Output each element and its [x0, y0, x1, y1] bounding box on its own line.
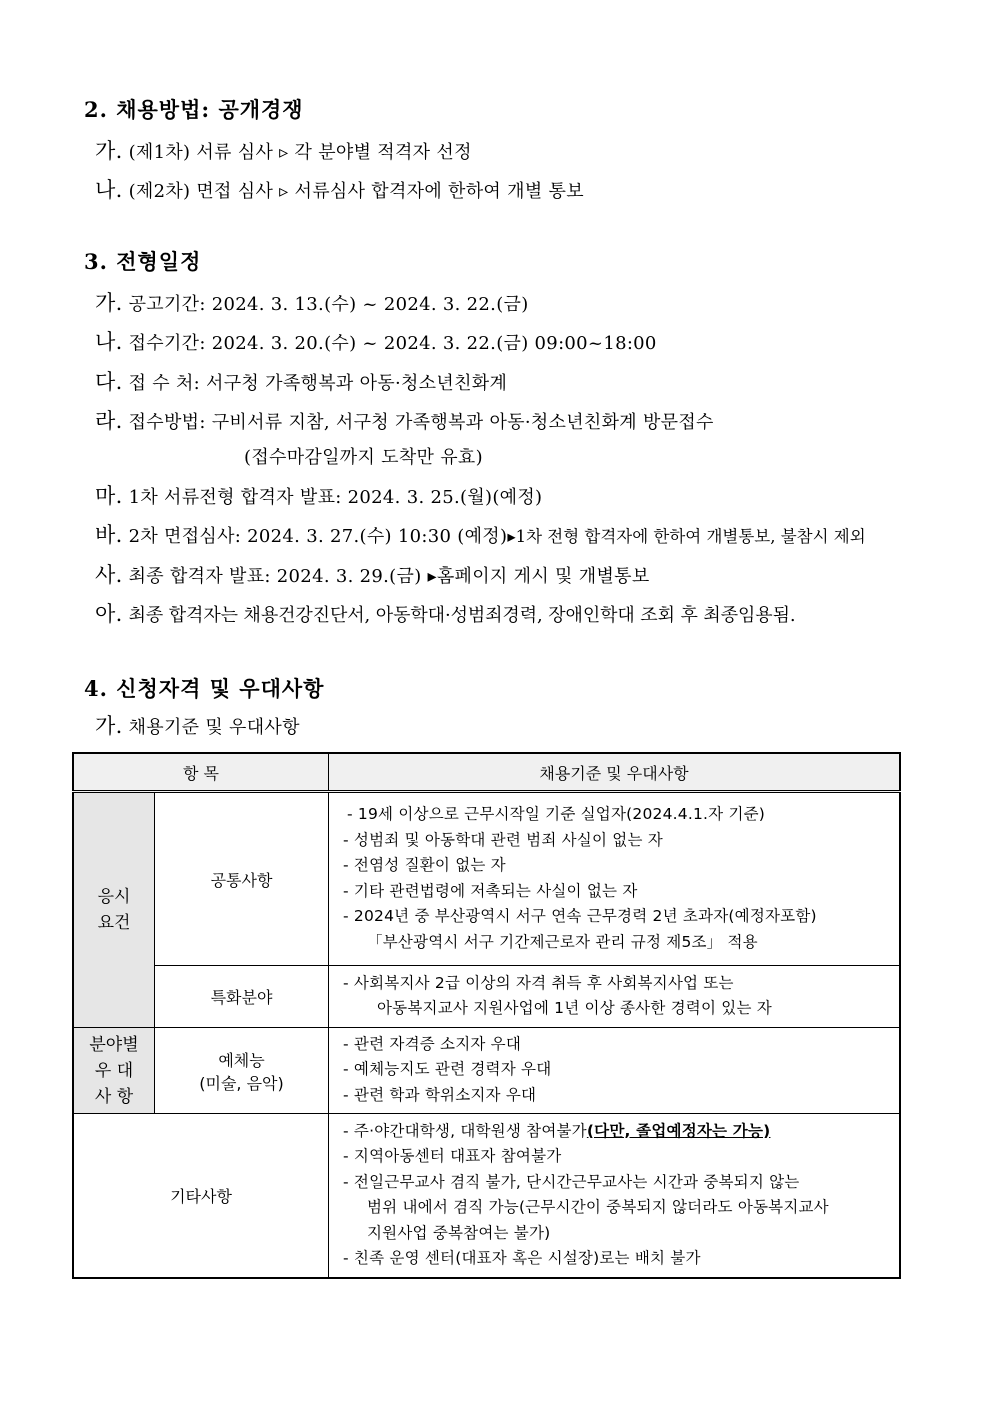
item-text: 2차 면접심사: 2024. 3. 27.(수) 10:30 (예정)	[128, 526, 508, 547]
content-line: - 2024년 중 부산광역시 서구 연속 근무경력 2년 초과자(예정자포함)	[343, 907, 817, 925]
section-4-sub	[95, 710, 300, 740]
section-3-item-a	[95, 598, 795, 628]
item-marker: 마.	[95, 484, 123, 508]
content-line: - 전일근무교사 겸직 불가, 단시간근무교사는 시간과 중복되지 않는	[343, 1172, 800, 1191]
section-2-item-na	[95, 174, 584, 204]
content-line: 범위 내에서 겸직 가능(근무시간이 중복되지 않더라도 아동복지교사	[367, 1198, 829, 1216]
item-text: 1차 서류전형 합격자 발표: 2024. 3. 25.(월)(예정)	[128, 487, 543, 508]
content-line	[343, 1119, 891, 1145]
item-marker: 가.	[95, 139, 123, 163]
item-marker: 라.	[95, 409, 123, 433]
content-line: - 관련 자격증 소지자 우대	[343, 1034, 522, 1053]
section-2-item-ga	[95, 135, 472, 165]
content-line: 아동복지교사 지원사업에 1년 이상 종사한 경력이 있는 자	[377, 999, 772, 1017]
arts-label-sub: (미술, 음악)	[199, 1073, 284, 1093]
other-content-cell	[329, 1114, 901, 1279]
item-marker: 아.	[95, 602, 123, 626]
item-tail: ▸1차 전형 합격자에 한하여 개별통보, 불참시 제외	[507, 527, 866, 546]
item-text: 공고기간: 2024. 3. 13.(수) ~ 2024. 3. 22.(금)	[128, 294, 529, 315]
section-4-heading: 4. 신청자격 및 우대사항	[84, 676, 325, 701]
item-text: (제1차) 서류 심사 ▹ 각 분야별 적격자 선정	[128, 142, 472, 163]
section-3-item-ma	[95, 480, 542, 510]
section-3-item-sa	[95, 559, 650, 589]
section-3-item-ra	[95, 405, 714, 435]
section-2-heading: 2. 채용방법: 공개경쟁	[84, 97, 304, 122]
item-text: 채용기준 및 우대사항	[128, 717, 300, 738]
content-line-text: - 주·야간대학생, 대학원생 참여불가	[343, 1121, 587, 1140]
item-marker: 나.	[95, 178, 123, 202]
group-label-line: 응시	[97, 887, 131, 907]
item-marker: 가.	[95, 291, 123, 315]
requirements-table	[72, 752, 901, 1279]
item-marker: 가.	[95, 714, 123, 738]
content-line: - 전염성 질환이 없는 자	[343, 856, 506, 874]
content-line: - 관련 학과 학위소지자 우대	[343, 1085, 537, 1104]
section-3-item-ba	[95, 519, 866, 549]
requirements-group-cell	[73, 792, 155, 1028]
section-3-item-da	[95, 366, 507, 396]
section-3-heading: 3. 전형일정	[84, 249, 202, 274]
item-marker: 바.	[95, 523, 123, 547]
group-label-line: 우 대	[94, 1060, 134, 1081]
section-3-item-na	[95, 326, 657, 356]
content-line: 「부산광역시 서구 기간제근로자 관리 규정 제5조」 적용	[367, 932, 758, 951]
content-line: 지원사업 중복참여는 불가)	[367, 1223, 551, 1242]
content-line: - 친족 운영 센터(대표자 혹은 시설장)로는 배치 불가	[343, 1249, 701, 1267]
common-content-cell	[329, 792, 901, 966]
content-line-emphasis: (다만, 졸업예정자는 가능)	[586, 1121, 771, 1140]
preference-group-cell	[73, 1028, 155, 1114]
common-label-cell: 공통사항	[155, 792, 329, 966]
section-3-item-ra-note: (접수마감일까지 도착만 유효)	[244, 447, 483, 468]
content-line: - 19세 이상으로 근무시작일 기준 실업자(2024.4.1.자 기준)	[347, 805, 766, 823]
section-3-item-ga	[95, 287, 529, 317]
special-label-cell: 특화분야	[155, 966, 329, 1028]
item-text: (제2차) 면접 심사 ▹ 서류심사 합격자에 한하여 개별 통보	[128, 181, 584, 202]
arts-label: 예체능	[218, 1050, 265, 1070]
header-item-cell: 항 목	[73, 753, 329, 792]
header-criteria-cell: 채용기준 및 우대사항	[329, 753, 901, 792]
content-line: - 예체능지도 관련 경력자 우대	[343, 1060, 552, 1079]
content-line: - 성범죄 및 아동학대 관련 범죄 사실이 없는 자	[343, 830, 663, 849]
other-label-cell: 기타사항	[73, 1114, 329, 1279]
item-text: 최종 합격자는 채용건강진단서, 아동학대·성범죄경력, 장애인학대 조회 후 최종임용됨.	[128, 605, 796, 626]
group-label-line: 사 항	[94, 1086, 134, 1107]
item-text: 최종 합격자 발표: 2024. 3. 29.(금) ▸홈페이지 게시 및 개별통보	[128, 566, 650, 587]
item-text: 접수기간: 2024. 3. 20.(수) ~ 2024. 3. 22.(금) 09:00~18:00	[128, 333, 657, 354]
arts-content-cell	[329, 1028, 901, 1114]
item-text: 접 수 처: 서구청 가족행복과 아동·청소년친화계	[128, 373, 508, 394]
content-line: - 사회복지사 2급 이상의 자격 취득 후 사회복지사업 또는	[343, 973, 734, 992]
group-label-line: 요건	[97, 913, 131, 933]
item-marker: 다.	[95, 370, 123, 394]
content-line: - 지역아동센터 대표자 참여불가	[343, 1147, 562, 1165]
special-content-cell	[329, 966, 901, 1028]
item-marker: 나.	[95, 330, 123, 354]
item-marker: 사.	[95, 563, 123, 587]
arts-label-cell	[155, 1028, 329, 1114]
content-line: - 기타 관련법령에 저촉되는 사실이 없는 자	[343, 881, 638, 900]
group-label-line: 분야별	[89, 1034, 139, 1055]
item-text: 접수방법: 구비서류 지참, 서구청 가족행복과 아동·청소년친화계 방문접수	[128, 412, 714, 433]
